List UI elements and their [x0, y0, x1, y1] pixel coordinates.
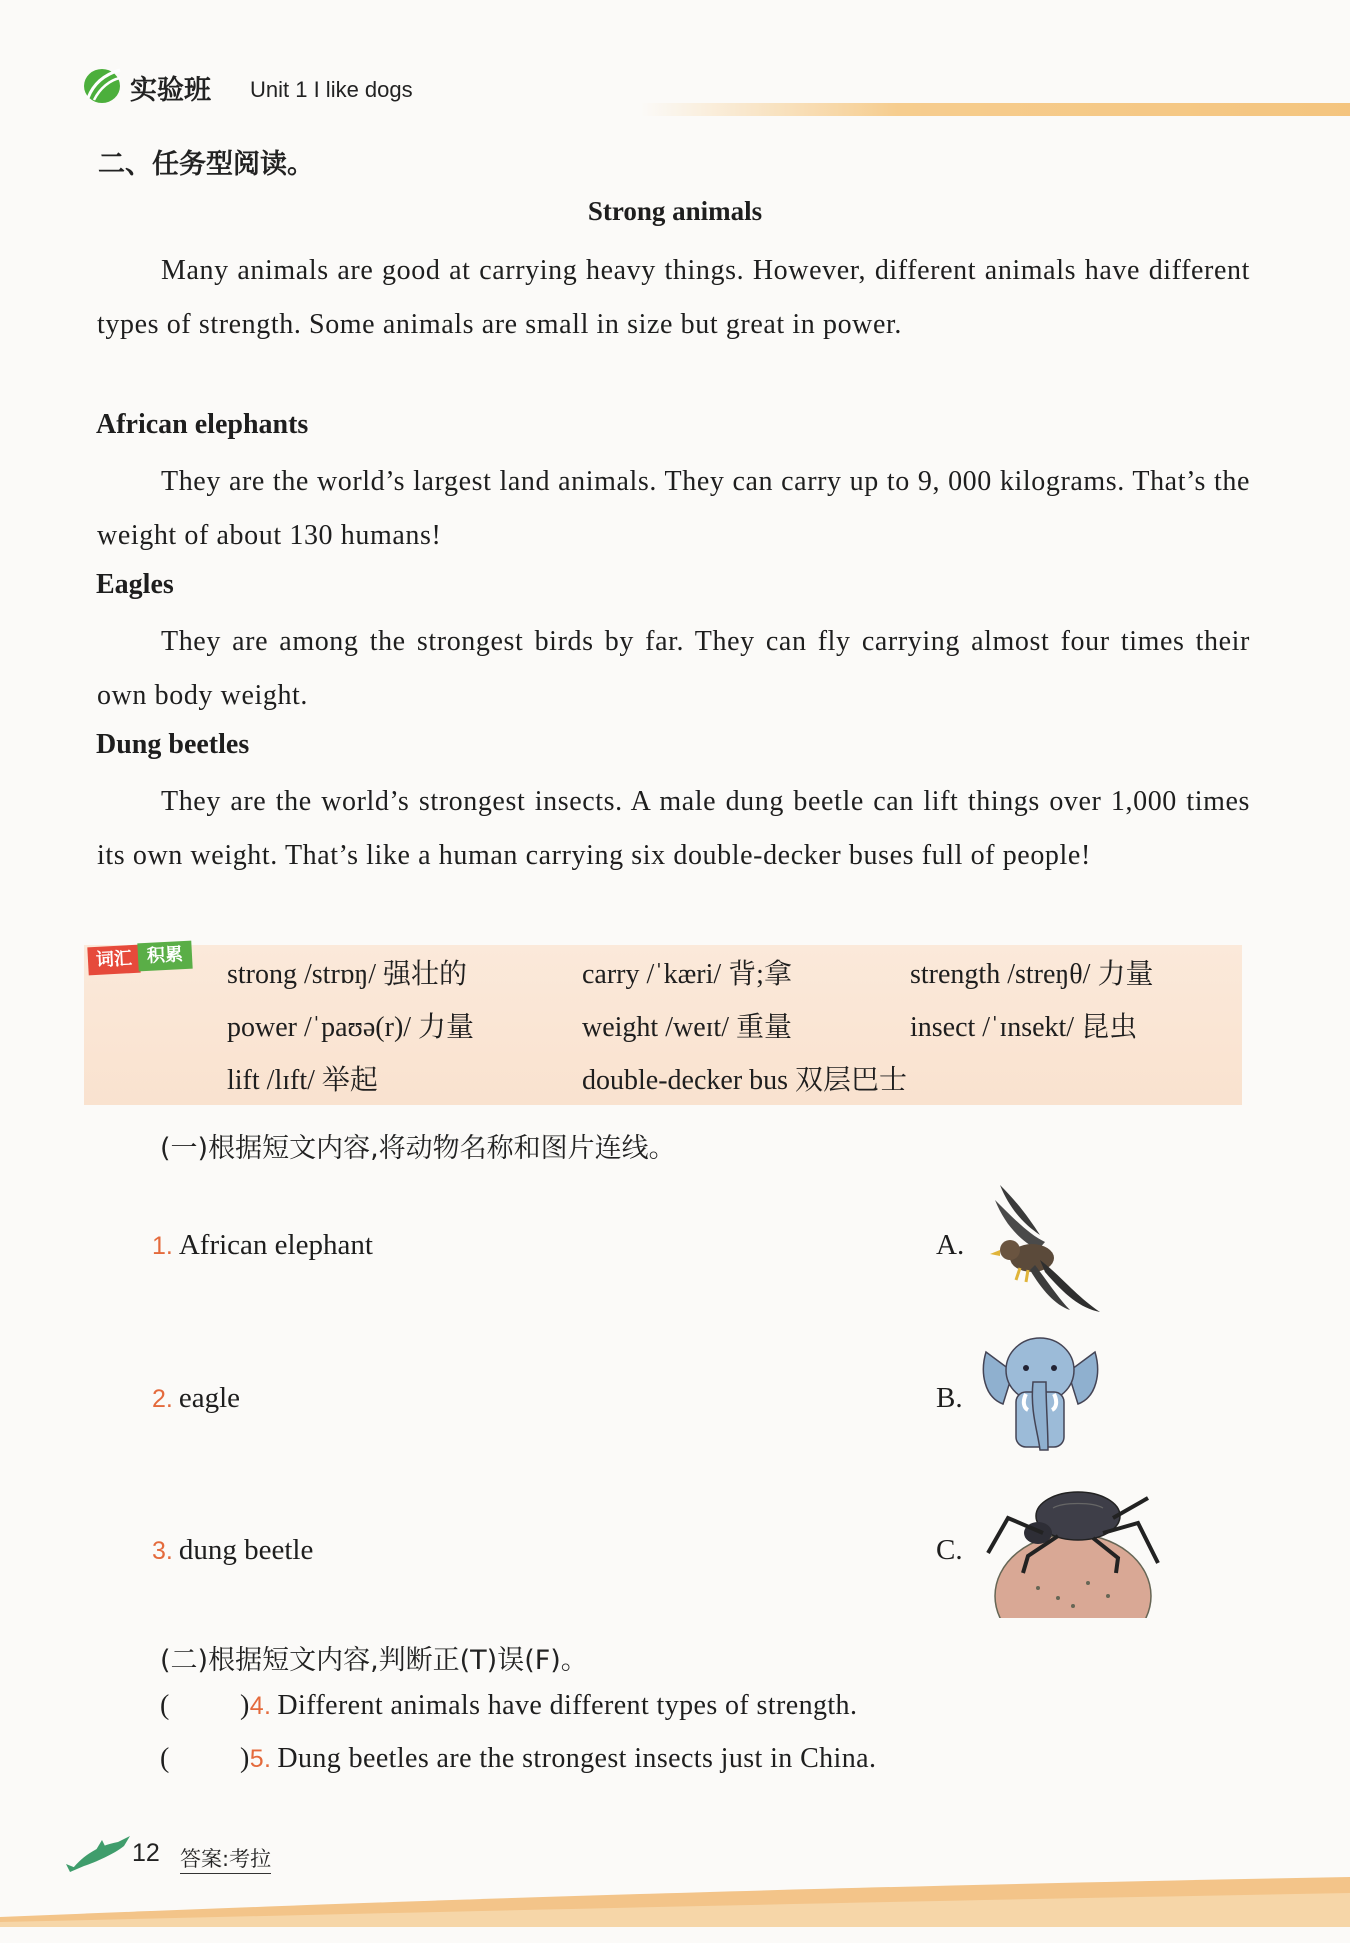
subhead-dung-beetles: Dung beetles [96, 729, 250, 760]
option-label-b[interactable]: B. [936, 1382, 963, 1414]
vocab-word: strength /streŋθ/ 力量 [910, 959, 1154, 990]
item-text: eagle [178, 1382, 241, 1414]
item-number: 3. [152, 1537, 173, 1565]
intro-paragraph: Many animals are good at carrying heavy things. However, different animals have different types of strength. Some animals are small in size but great in power. [97, 255, 1250, 340]
answer-key-label: 答案:考拉 [180, 1843, 271, 1874]
item-number: 4. [249, 1692, 272, 1720]
subhead-elephants: African elephants [96, 409, 309, 440]
header-stripe [640, 103, 1350, 116]
subhead-eagles: Eagles [96, 569, 174, 600]
item-text: Different animals have different types of strength. [277, 1690, 858, 1721]
vocab-word: power /ˈpaʊə(r)/ 力量 [227, 1012, 475, 1043]
answer-blank-close: ) [240, 1743, 250, 1774]
paragraph-eagles: They are among the strongest birds by far. They can fly carrying almost four times their own body weight. [97, 626, 1250, 711]
item-number: 2. [152, 1385, 173, 1413]
article-title: Strong animals [587, 196, 763, 226]
option-label-c[interactable]: C. [936, 1534, 963, 1566]
vocab-word: weight /weɪt/ 重量 [582, 1012, 792, 1043]
dolphin-icon [66, 1832, 136, 1876]
true-false-item[interactable] [160, 1690, 857, 1722]
vocab-tag-part2: 积累 [137, 941, 192, 972]
part2-heading: (二)根据短文内容,判断正(T)误(F)。 [160, 1645, 588, 1676]
dung-beetle-icon[interactable] [968, 1478, 1178, 1618]
paragraph-dung-beetles: They are the world’s strongest insects. A male dung beetle can lift things over 1,000 times its own weight. That’s like a human carrying six double-decker buses full of people! [97, 786, 1250, 871]
page-header [80, 62, 1300, 118]
eagle-icon[interactable] [980, 1180, 1105, 1315]
page-number: 12 [132, 1839, 160, 1867]
match-item[interactable] [152, 1534, 313, 1567]
vocab-word: double-decker bus 双层巴士 [582, 1065, 908, 1096]
vocab-tag-part1: 词汇 [87, 945, 140, 976]
paragraph-elephants: They are the world’s largest land animals. They can carry up to 9, 000 kilograms. That’s the weight of about 130 humans! [97, 466, 1250, 551]
option-label-a[interactable]: A. [936, 1229, 965, 1261]
vocab-tag [88, 942, 196, 976]
item-text: Dung beetles are the strongest insects just in China. [277, 1743, 877, 1774]
item-number: 5. [249, 1745, 272, 1773]
match-item[interactable] [152, 1382, 240, 1415]
unit-title: Unit 1 I like dogs [250, 77, 413, 102]
item-text: African elephant [178, 1229, 373, 1261]
vocab-word: insect /ˈɪnsekt/ 昆虫 [910, 1012, 1138, 1043]
vocab-word: strong /strɒŋ/ 强壮的 [227, 959, 468, 990]
match-item[interactable] [152, 1229, 373, 1262]
answer-blank-close: ) [240, 1690, 250, 1721]
brand-label: 实验班 [130, 75, 211, 106]
part1-heading: (一)根据短文内容,将动物名称和图片连线。 [160, 1133, 676, 1164]
answer-blank[interactable]: ( [160, 1690, 170, 1721]
answer-blank[interactable]: ( [160, 1743, 170, 1774]
true-false-item[interactable] [160, 1743, 876, 1775]
footer-stripe [0, 1875, 1350, 1927]
item-number: 1. [152, 1232, 173, 1260]
vocab-word: carry /ˈkæri/ 背;拿 [582, 959, 792, 990]
vocab-word: lift /lɪft/ 举起 [227, 1065, 378, 1096]
item-text: dung beetle [178, 1534, 314, 1566]
leaf-logo-icon [80, 62, 124, 106]
elephant-icon[interactable] [978, 1332, 1103, 1462]
section-title: 二、任务型阅读。 [98, 149, 314, 180]
